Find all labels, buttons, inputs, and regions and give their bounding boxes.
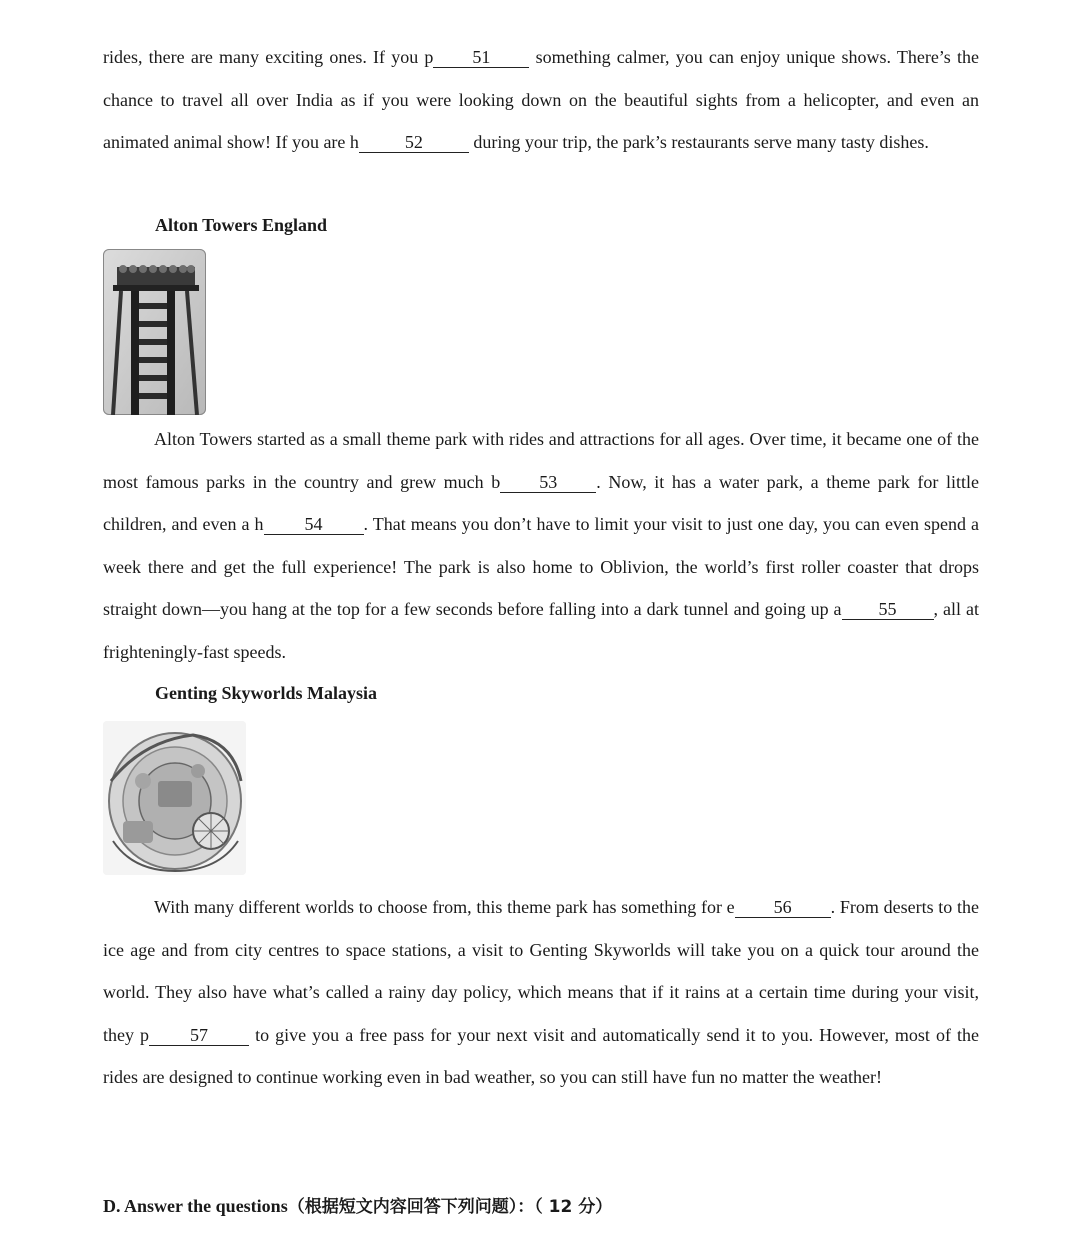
heading-alton-towers: Alton Towers England xyxy=(155,215,328,235)
paragraph-alton-towers: Alton Towers started as a small theme park with rides and attractions for all ages. Over time, it became one of the most famous parks in the country and grew much b 53 . Now, it has a water park, a theme park for little children, and even a h 54 . That means you don’t have to limit your visit to just one day, you can even spend a week there and get the full experience! The park is also home to Oblivion, the world’s first roller coaster that drops straight down—you hang at the top for a few seconds before falling into a dark tunnel and going up a 55 , all at frighteningly-fast speeds. xyxy=(103,429,980,662)
blank-55[interactable]: 55 xyxy=(842,599,934,620)
section-d-heading: D. Answer the questions（根据短文内容回答下列问题）：（ 12 分） xyxy=(103,1196,613,1217)
heading-genting-skyworlds: Genting Skyworlds Malaysia xyxy=(155,683,378,703)
theme-park-map-illustration-icon xyxy=(103,721,246,875)
blank-56[interactable]: 56 xyxy=(735,897,831,918)
paragraph-genting-skyworlds: With many different worlds to choose from, this theme park has something for e 56 . From deserts to the ice age and from city centres to space stations, a visit to Genting Skyworlds will take you on a quick tour around the world. They also have what’s called a rainy day policy, which means that if it rains at a certain time during your visit, they p 57 to give you a free pass for your next visit and automatically send it to you. However, most of the rides are designed to continue working even in bad weather, so you can still have fun no matter the weather! xyxy=(103,897,980,1087)
blank-54[interactable]: 54 xyxy=(264,514,364,535)
blank-51[interactable]: 51 xyxy=(433,47,529,68)
paragraph-india-park: rides, there are many exciting ones. If you p 51 something calmer, you can enjoy unique shows. There’s the chance to travel all over India as if you were looking down on the beautiful sights from a helicopter, and even an animated animal show! If you are h 52 during your trip, the park’s restaurants serve many tasty dishes. xyxy=(103,47,979,152)
blank-52[interactable]: 52 xyxy=(359,132,469,153)
roller-coaster-photo-icon xyxy=(103,249,206,415)
blank-53[interactable]: 53 xyxy=(500,472,596,493)
blank-57[interactable]: 57 xyxy=(149,1025,249,1046)
